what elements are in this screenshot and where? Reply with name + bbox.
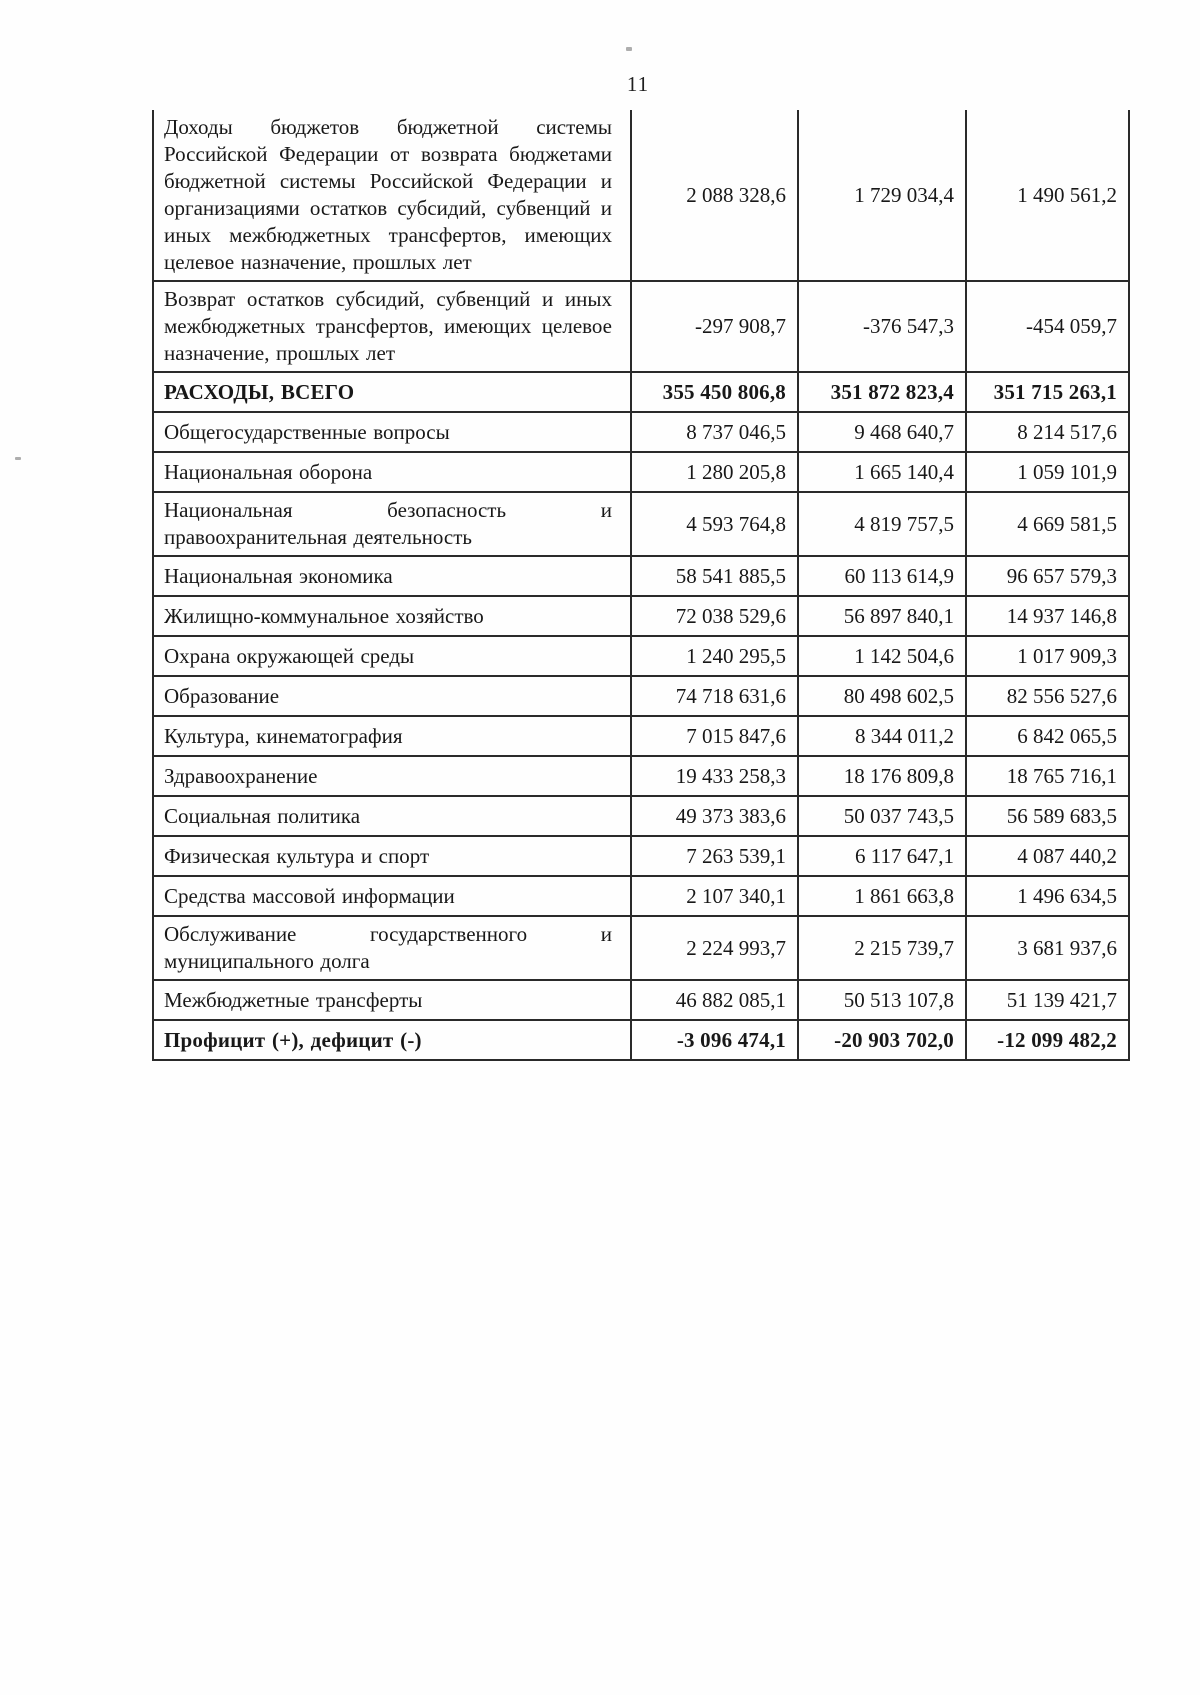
value-cell: 3 681 937,6	[966, 916, 1129, 980]
value-cell: 2 215 739,7	[798, 916, 966, 980]
value-cell: 355 450 806,8	[631, 372, 798, 412]
value-cell: 4 593 764,8	[631, 492, 798, 556]
value-cell: 46 882 085,1	[631, 980, 798, 1020]
value-cell: 60 113 614,9	[798, 556, 966, 596]
row-label: Здравоохранение	[153, 756, 631, 796]
value-cell: 56 589 683,5	[966, 796, 1129, 836]
value-cell: 82 556 527,6	[966, 676, 1129, 716]
value-cell: 50 037 743,5	[798, 796, 966, 836]
value-cell: 96 657 579,3	[966, 556, 1129, 596]
row-label: Межбюджетные трансферты	[153, 980, 631, 1020]
value-cell: -454 059,7	[966, 281, 1129, 372]
budget-table	[152, 110, 1130, 1061]
value-cell: 8 737 046,5	[631, 412, 798, 452]
value-cell: 74 718 631,6	[631, 676, 798, 716]
value-cell: 2 088 328,6	[631, 110, 798, 281]
value-cell: 2 224 993,7	[631, 916, 798, 980]
table-row	[153, 836, 1129, 876]
row-label: Национальная безопасность и правоохранительная деятельность	[153, 492, 631, 556]
value-cell: 1 280 205,8	[631, 452, 798, 492]
value-cell: 18 765 716,1	[966, 756, 1129, 796]
table-row	[153, 110, 1129, 281]
scan-artifact-speck	[15, 457, 21, 460]
row-label: Обслуживание государственного и муниципального долга	[153, 916, 631, 980]
value-cell: 6 842 065,5	[966, 716, 1129, 756]
table-row	[153, 796, 1129, 836]
value-cell: 1 059 101,9	[966, 452, 1129, 492]
value-cell: 2 107 340,1	[631, 876, 798, 916]
value-cell: 4 087 440,2	[966, 836, 1129, 876]
scan-artifact-speck	[626, 47, 632, 51]
table-row	[153, 756, 1129, 796]
value-cell: 351 715 263,1	[966, 372, 1129, 412]
value-cell: 1 017 909,3	[966, 636, 1129, 676]
value-cell: 8 344 011,2	[798, 716, 966, 756]
value-cell: 1 142 504,6	[798, 636, 966, 676]
table-row	[153, 916, 1129, 980]
row-label: Средства массовой информации	[153, 876, 631, 916]
value-cell: 51 139 421,7	[966, 980, 1129, 1020]
value-cell: 18 176 809,8	[798, 756, 966, 796]
value-cell: 1 729 034,4	[798, 110, 966, 281]
table-row	[153, 452, 1129, 492]
table-row	[153, 876, 1129, 916]
row-label: Охрана окружающей среды	[153, 636, 631, 676]
table-row	[153, 556, 1129, 596]
value-cell: -20 903 702,0	[798, 1020, 966, 1060]
row-label: Профицит (+), дефицит (-)	[153, 1020, 631, 1060]
value-cell: 9 468 640,7	[798, 412, 966, 452]
value-cell: -376 547,3	[798, 281, 966, 372]
value-cell: 49 373 383,6	[631, 796, 798, 836]
value-cell: 1 490 561,2	[966, 110, 1129, 281]
value-cell: 56 897 840,1	[798, 596, 966, 636]
budget-table-body	[153, 110, 1129, 1060]
value-cell: 14 937 146,8	[966, 596, 1129, 636]
table-row	[153, 636, 1129, 676]
value-cell: 19 433 258,3	[631, 756, 798, 796]
page-number: 11	[626, 72, 650, 96]
row-label: Доходы бюджетов бюджетной системы Российской Федерации от возврата бюджетами бюджетной системы Российской Федерации и организациями остатков субсидий, субвенций и иных межбюджетных трансфертов, имеющих целевое назначение, прошлых лет	[153, 110, 631, 281]
value-cell: 58 541 885,5	[631, 556, 798, 596]
value-cell: 8 214 517,6	[966, 412, 1129, 452]
table-row	[153, 716, 1129, 756]
value-cell: 7 263 539,1	[631, 836, 798, 876]
value-cell: 1 861 663,8	[798, 876, 966, 916]
row-label: Физическая культура и спорт	[153, 836, 631, 876]
value-cell: 4 819 757,5	[798, 492, 966, 556]
value-cell: 80 498 602,5	[798, 676, 966, 716]
row-label: Социальная политика	[153, 796, 631, 836]
table-row	[153, 1020, 1129, 1060]
row-label: Общегосударственные вопросы	[153, 412, 631, 452]
table-row	[153, 281, 1129, 372]
value-cell: 351 872 823,4	[798, 372, 966, 412]
table-row	[153, 980, 1129, 1020]
value-cell: 6 117 647,1	[798, 836, 966, 876]
row-label: Возврат остатков субсидий, субвенций и иных межбюджетных трансфертов, имеющих целевое назначение, прошлых лет	[153, 281, 631, 372]
value-cell: 1 496 634,5	[966, 876, 1129, 916]
row-label: Национальная оборона	[153, 452, 631, 492]
table-row	[153, 372, 1129, 412]
table-row	[153, 676, 1129, 716]
table-row	[153, 492, 1129, 556]
table-row	[153, 596, 1129, 636]
value-cell: 1 240 295,5	[631, 636, 798, 676]
value-cell: -297 908,7	[631, 281, 798, 372]
row-label: Образование	[153, 676, 631, 716]
value-cell: 72 038 529,6	[631, 596, 798, 636]
value-cell: -3 096 474,1	[631, 1020, 798, 1060]
row-label: Национальная экономика	[153, 556, 631, 596]
row-label: Культура, кинематография	[153, 716, 631, 756]
value-cell: 4 669 581,5	[966, 492, 1129, 556]
value-cell: -12 099 482,2	[966, 1020, 1129, 1060]
value-cell: 7 015 847,6	[631, 716, 798, 756]
value-cell: 50 513 107,8	[798, 980, 966, 1020]
table-row	[153, 412, 1129, 452]
value-cell: 1 665 140,4	[798, 452, 966, 492]
row-label: Жилищно-коммунальное хозяйство	[153, 596, 631, 636]
row-label: РАСХОДЫ, ВСЕГО	[153, 372, 631, 412]
